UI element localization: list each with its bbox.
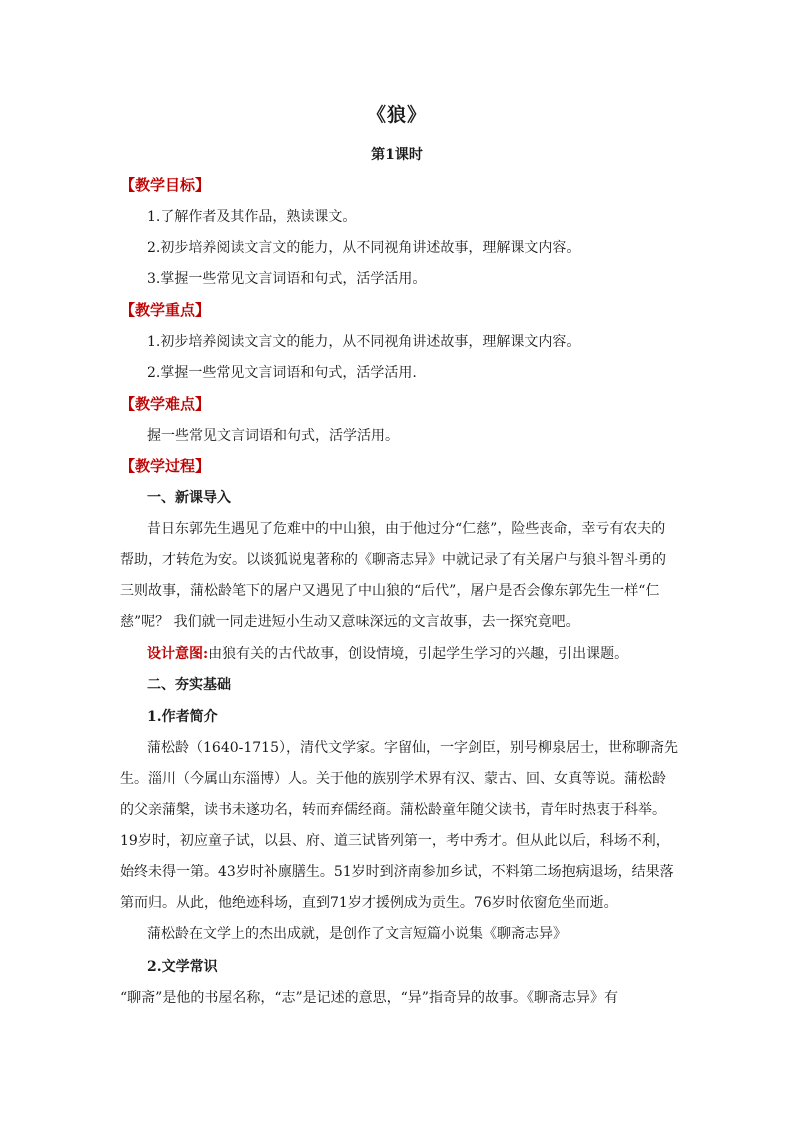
- difficulty-text: 握一些常见文言词语和句式，活学活用。: [147, 428, 399, 444]
- author-paragraph-line: 19岁时，初应童子试，以县、府、道三试皆列第一，考中秀才。但从此以后，科场不利，: [120, 833, 670, 849]
- key-point-item: 2.掌握一些常见文言词语和句式，活学活用.: [147, 365, 417, 381]
- section-heading-key-points: 【教学重点】: [120, 301, 211, 319]
- subheading-literature: 2.文学常识: [147, 959, 218, 975]
- author-paragraph-line: 蒲松龄（1640-1715），清代文学家。字留仙，一字剑臣，别号柳泉居士，世称聊斋先: [147, 740, 678, 756]
- goal-item: 3.掌握一些常见文言词语和句式，活学活用。: [147, 271, 427, 287]
- key-point-item: 1.初步培养阅读文言文的能力，从不同视角讲述故事，理解课文内容。: [147, 334, 581, 350]
- author-paragraph-line: 第而归。从此，他绝迹科场，直到71岁才援例成为贡生。76岁时依窗危坐而逝。: [120, 895, 618, 911]
- section-heading-difficulties: 【教学难点】: [120, 395, 211, 413]
- design-intent-label: 设计意图:: [147, 646, 209, 662]
- document-title: 《狼》: [366, 104, 427, 126]
- intro-paragraph-line: 慈”呢？ 我们就一同走进短小生动又意味深远的文言故事，去一探究竟吧。: [120, 614, 580, 630]
- author-paragraph-line: 始终未得一第。43岁时补廪膳生。51岁时到济南参加乡试，不料第二场抱病退场，结果落: [120, 864, 674, 880]
- design-intent: [147, 645, 628, 663]
- part-heading-basics: 二、夯实基础: [147, 677, 231, 693]
- part-heading-intro: 一、新课导入: [147, 490, 231, 506]
- lesson-subtitle: 第1课时: [371, 147, 423, 163]
- goal-item: 1.了解作者及其作品，熟读课文。: [147, 209, 357, 225]
- section-heading-goals: 【教学目标】: [120, 176, 211, 194]
- subheading-author: 1.作者简介: [147, 709, 218, 725]
- author-paragraph-line: 的父亲蒲槃，读书未遂功名，转而弃儒经商。蒲松龄童年随父读书，青年时热衷于科举。: [120, 802, 666, 818]
- intro-paragraph-line: 三则故事，蒲松龄笔下的屠户又遇见了中山狼的“后代”，屠户是否会像东郭先生一样“仁: [120, 583, 660, 599]
- intro-paragraph-line: 帮助，才转危为安。以谈狐说鬼著称的《聊斋志异》中就记录了有关屠户与狼斗智斗勇的: [120, 552, 666, 568]
- author-paragraph-line: 生。淄川（今属山东淄博）人。关于他的族别学术界有汉、蒙古、回、女真等说。蒲松龄: [120, 771, 666, 787]
- intro-paragraph-line: 昔日东郭先生遇见了危难中的中山狼，由于他过分“仁慈”，险些丧命，幸亏有农夫的: [147, 521, 666, 537]
- design-intent-text: 由狼有关的古代故事，创设情境，引起学生学习的兴趣，引出课题。: [208, 646, 629, 662]
- author-closing-line: 蒲松龄在文学上的杰出成就，是创作了文言短篇小说集《聊斋志异》: [147, 926, 567, 942]
- section-heading-process: 【教学过程】: [120, 457, 211, 475]
- goal-item: 2.初步培养阅读文言文的能力，从不同视角讲述故事，理解课文内容。: [147, 240, 581, 256]
- literature-paragraph-line: “聊斋”是他的书屋名称，“志”是记述的意思，“异”指奇异的故事。《聊斋志异》有: [120, 990, 618, 1006]
